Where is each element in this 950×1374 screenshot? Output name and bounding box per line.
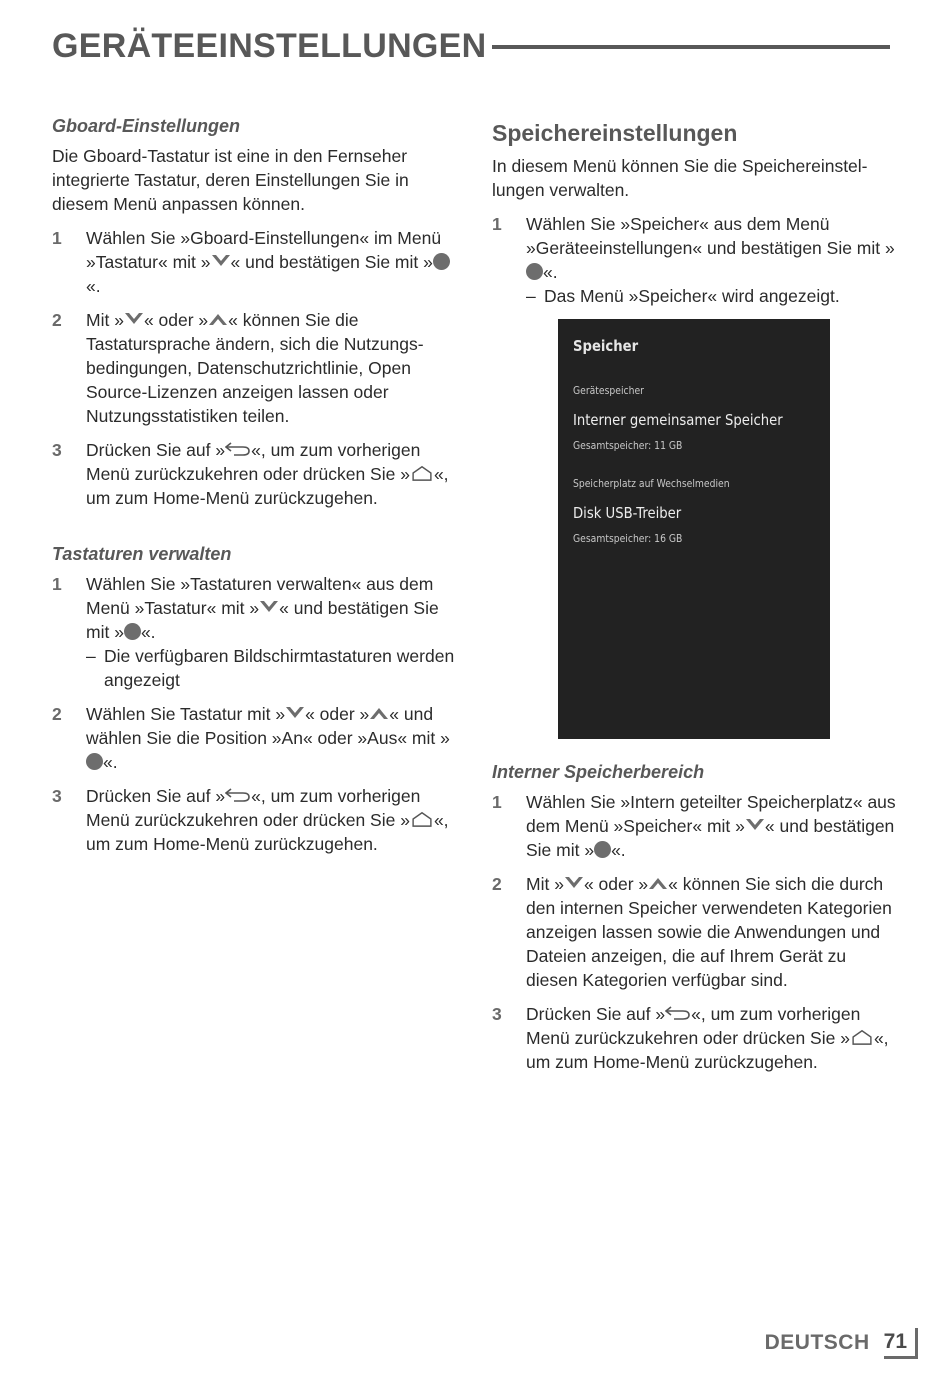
step-text-part: Drücken Sie auf »: [86, 440, 226, 460]
chevron-down-icon: [211, 253, 231, 269]
intern-step-2: [492, 872, 902, 992]
step-text-part: «, um zum vorherigen Menü zurückzukehren oder drücken Sie »: [86, 440, 421, 484]
back-icon: [225, 441, 251, 457]
step-text-part: « und bestätigen Sie mit »: [230, 252, 433, 272]
ok-button-icon: [433, 253, 450, 270]
section-gap: [52, 520, 462, 542]
screen-section-label: Gerätespeicher: [573, 385, 644, 397]
screen-item-info: Gesamtspeicher: 11 GB: [573, 440, 683, 452]
speicher-intro: In diesem Menü können Sie die Speichereinstellungen verwalten.: [492, 156, 868, 200]
page-number: 71: [884, 1328, 918, 1359]
chevron-up-icon: [208, 311, 228, 327]
sub-note-text: Die verfügbaren Bildschirmtastaturen werden angezeigt: [104, 646, 455, 690]
step-text: [86, 572, 462, 692]
step-text-part: Mit »: [86, 310, 124, 330]
step-text-part: « können Sie die Tastatursprache ändern, sich die Nutzungsbedingungen, Datenschutzrichtlinie, Open Source-Lizenzen anzeigen lassen oder Nutzungsstatistiken teilen.: [86, 310, 424, 426]
gboard-heading: Gboard-Einstellungen: [52, 116, 241, 136]
intern-heading: Interner Speicherbereich: [492, 762, 705, 782]
tastaturen-step-2: [52, 702, 462, 774]
step-text-part: «.: [611, 840, 626, 860]
chevron-down-icon: [124, 311, 144, 327]
step-text-part: Wählen Sie »Tastaturen verwalten« aus dem Menü »Tastatur« mit »: [86, 574, 434, 618]
screen-menu-item: Disk USB-Treiber: [573, 504, 682, 522]
home-icon: [850, 1029, 874, 1045]
step-text-part: «, um zum vorherigen Menü zurückzukehren oder drücken Sie »: [526, 1004, 861, 1048]
step-text-part: « oder »: [583, 874, 649, 894]
step-number: 2: [492, 874, 502, 894]
step-text-part: «, um zum Home-Menü zurückzugehen.: [86, 810, 449, 854]
chevron-down-icon: [564, 875, 584, 891]
step-text-part: Wählen Sie »Gboard-Einstellungen« im Menü »Tastatur« mit »: [86, 228, 442, 272]
screen-item-info: Gesamtspeicher: 16 GB: [573, 533, 683, 545]
chevron-down-icon: [285, 705, 305, 721]
step-number: 1: [52, 228, 62, 248]
step-text-part: Wählen Sie »Intern geteilter Speicherplatz« aus dem Menü »Speicher« mit »: [526, 792, 896, 836]
right-column-top: [492, 114, 902, 318]
step-text-part: Drücken Sie auf »: [86, 786, 226, 806]
step-text-part: « und bestätigen Sie mit »: [526, 816, 895, 860]
screen-menu-item: Interner gemeinsamer Speicher: [573, 411, 783, 429]
gboard-step-2: [52, 308, 462, 428]
step-text-part: Wählen Sie Tastatur mit »: [86, 704, 286, 724]
back-icon: [225, 787, 251, 803]
step-text: [86, 438, 462, 510]
screen-title: Speicher: [573, 337, 639, 355]
home-icon: [410, 811, 434, 827]
step-text: [526, 790, 902, 862]
step-number: 3: [52, 786, 62, 806]
tastaturen-step-1: [52, 572, 462, 692]
tastaturen-step-3: [52, 784, 462, 856]
header-rule: [492, 45, 890, 49]
step-text-part: « oder »: [143, 310, 209, 330]
step-number: 1: [492, 792, 502, 812]
speicher-step-1: [492, 212, 902, 308]
ok-button-icon: [526, 263, 543, 280]
ok-button-icon: [86, 753, 103, 770]
step-number: 2: [52, 310, 62, 330]
step-sub-note: [526, 284, 902, 308]
step-text-part: Drücken Sie auf »: [526, 1004, 666, 1024]
ok-button-icon: [594, 841, 611, 858]
step-number: 1: [492, 214, 502, 234]
back-icon: [665, 1005, 691, 1021]
step-text: [526, 872, 902, 992]
step-text-part: « können Sie sich die durch den internen Speicher verwendeten Kategorien anzeigen lassen sowie die Anwendungen und Dateien anzeigen, die auf Ihrem Gerät zu diesen Kategorien verfügbar sind.: [526, 874, 892, 990]
chevron-up-icon: [648, 875, 668, 891]
gboard-intro: Die Gboard-Tastatur ist eine in den Fernseher integrierte Tastatur, deren Einstellungen Sie in diesem Menü anpassen können.: [52, 146, 409, 214]
step-text-part: Wählen Sie »Speicher« aus dem Menü »Geräteeinstellungen« und bestätigen Sie mit »: [526, 214, 895, 258]
dash: –: [526, 286, 536, 306]
page-title: GERÄTEEINSTELLUNGEN: [52, 27, 487, 65]
step-text-part: «.: [140, 622, 156, 642]
step-text-part: Mit »: [526, 874, 564, 894]
chevron-up-icon: [369, 705, 389, 721]
step-text-part: «.: [86, 276, 101, 296]
dash: –: [86, 646, 96, 666]
step-number: 3: [52, 440, 62, 460]
step-sub-note: [86, 644, 462, 692]
step-text-part: «, um zum Home-Menü zurückzugehen.: [86, 464, 449, 508]
footer-language: DEUTSCH: [764, 1331, 870, 1354]
sub-note-text: Das Menü »Speicher« wird angezeigt.: [544, 286, 840, 306]
step-text-part: « und bestätigen Sie mit »: [86, 598, 439, 642]
tv-menu-screenshot: [558, 319, 830, 739]
step-text: [526, 1002, 902, 1074]
ok-button-icon: [124, 623, 141, 640]
step-text: [86, 784, 462, 856]
chevron-down-icon: [745, 817, 765, 833]
step-text: [86, 308, 462, 428]
step-number: 2: [52, 704, 62, 724]
page-header: [52, 24, 890, 68]
step-number: 3: [492, 1004, 502, 1024]
step-text-part: «, um zum Home-Menü zurückzugehen.: [526, 1028, 889, 1072]
step-text-part: « oder »: [305, 704, 370, 724]
screen-section-label: Speicherplatz auf Wechselmedien: [573, 478, 730, 490]
gboard-step-1: [52, 226, 462, 298]
chevron-down-icon: [259, 599, 279, 615]
tastaturen-heading: Tastaturen verwalten: [52, 544, 232, 564]
right-column-bottom: [492, 760, 902, 1084]
intern-step-3: [492, 1002, 902, 1074]
speicher-heading: Speichereinstellungen: [492, 120, 738, 146]
page-footer: [765, 1326, 918, 1360]
step-text-part: «, um zum vorherigen Menü zurückzukehren oder drücken Sie »: [86, 786, 421, 830]
left-column: [52, 114, 462, 866]
step-text: [86, 226, 462, 298]
step-text-part: «.: [103, 752, 118, 772]
gboard-step-3: [52, 438, 462, 510]
intern-step-1: [492, 790, 902, 862]
step-number: 1: [52, 574, 62, 594]
step-text: [526, 212, 902, 308]
step-text-part: « und wählen Sie die Position »An« oder »Aus« mit »: [86, 704, 450, 748]
home-icon: [410, 465, 434, 481]
step-text: [86, 702, 462, 774]
step-text-part: «.: [543, 262, 558, 282]
